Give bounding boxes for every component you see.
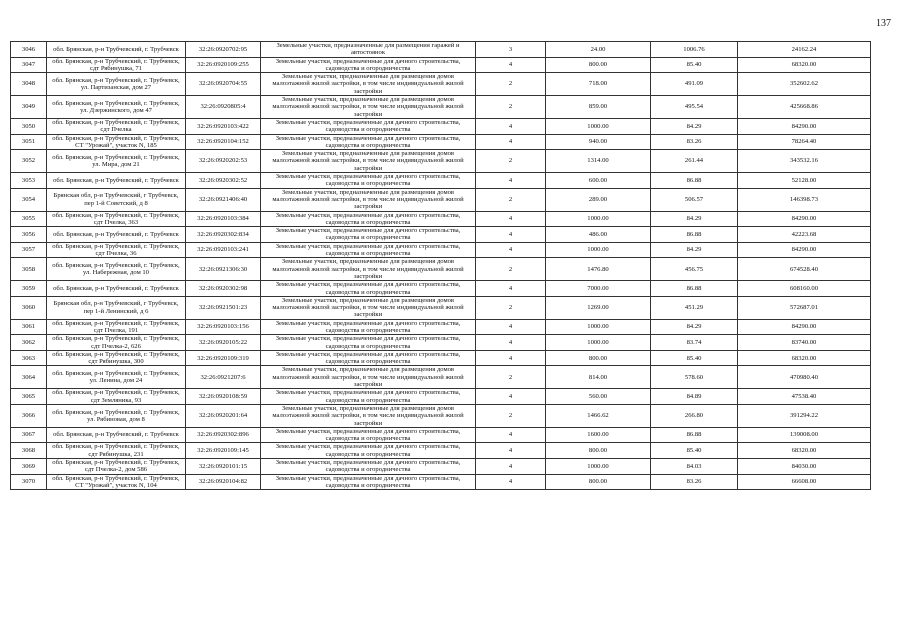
cadastral-value-cell: 42223.68	[738, 227, 871, 243]
cadastral-number-cell: 32:26:0920103:156	[186, 319, 261, 335]
cadastral-value-cell: 52128.00	[738, 173, 871, 189]
land-use-cell: Земельные участки, предназначенные для дачного строительства, садоводства и огородничества	[261, 335, 476, 351]
cadastral-value-cell: 608160.00	[738, 281, 871, 297]
area-cell: 600.00	[546, 173, 651, 189]
address-cell: Брянская обл, р-н Трубчевский, г Трубчевск, пер 1-й Советский, д 8	[47, 188, 186, 211]
row-number: 3061	[11, 319, 47, 335]
group-cell: 4	[476, 443, 546, 459]
group-cell: 4	[476, 474, 546, 490]
table-row	[11, 319, 871, 335]
specific-value-cell: 261.44	[651, 150, 738, 173]
area-cell: 1000.00	[546, 242, 651, 258]
address-cell: обл. Брянская, р-н Трубчевский, г. Трубчевск	[47, 173, 186, 189]
group-cell: 4	[476, 242, 546, 258]
address-cell: обл. Брянская, р-н Трубчевский, г. Трубчевск, сдт Рябинушка, 300	[47, 350, 186, 366]
cadastral-number-cell: 32:26:0920103:384	[186, 211, 261, 227]
cadastral-value-cell: 343532.16	[738, 150, 871, 173]
cadastral-number-cell: 32:26:0920805:4	[186, 96, 261, 119]
specific-value-cell: 86.88	[651, 427, 738, 443]
row-number: 3069	[11, 459, 47, 475]
group-cell: 4	[476, 281, 546, 297]
row-number: 3060	[11, 296, 47, 319]
row-number: 3056	[11, 227, 47, 243]
land-use-cell: Земельные участки, предназначенные для дачного строительства, садоводства и огородничества	[261, 173, 476, 189]
table-row	[11, 350, 871, 366]
specific-value-cell: 578.60	[651, 366, 738, 389]
cadastral-number-cell: 32:26:0920702:95	[186, 42, 261, 58]
row-number: 3065	[11, 389, 47, 405]
row-number: 3055	[11, 211, 47, 227]
group-cell: 4	[476, 427, 546, 443]
page-number: 137	[876, 18, 891, 29]
land-use-cell: Земельные участки, предназначенные для размещения домов малоэтажной жилой застройки, в том числе индивидуальной жилой застройки	[261, 296, 476, 319]
area-cell: 800.00	[546, 350, 651, 366]
address-cell: обл. Брянская, р-н Трубчевский, г. Трубчевск	[47, 281, 186, 297]
land-use-cell: Земельные участки, предназначенные для дачного строительства, садоводства и огородничества	[261, 389, 476, 405]
address-cell: обл. Брянская, р-н Трубчевский, г. Трубчевск, ул. Мира, дом 21	[47, 150, 186, 173]
land-use-cell: Земельные участки, предназначенные для дачного строительства, садоводства и огородничества	[261, 319, 476, 335]
address-cell: обл. Брянская, р-н Трубчевский, г. Трубчевск, сдт Рябинушка, 71	[47, 57, 186, 73]
cadastral-value-cell: 139008.00	[738, 427, 871, 443]
row-number: 3067	[11, 427, 47, 443]
group-cell: 4	[476, 459, 546, 475]
specific-value-cell: 84.29	[651, 118, 738, 134]
cadastral-number-cell: 32:26:0920109:319	[186, 350, 261, 366]
cadastral-value-cell: 68320.00	[738, 350, 871, 366]
table-row	[11, 42, 871, 58]
area-cell: 1000.00	[546, 118, 651, 134]
table-row	[11, 427, 871, 443]
specific-value-cell: 84.29	[651, 211, 738, 227]
row-number: 3052	[11, 150, 47, 173]
cadastral-value-cell: 68320.00	[738, 57, 871, 73]
area-cell: 718.00	[546, 73, 651, 96]
table-row	[11, 474, 871, 490]
group-cell: 4	[476, 227, 546, 243]
row-number: 3066	[11, 404, 47, 427]
specific-value-cell: 85.40	[651, 57, 738, 73]
cadastral-number-cell: 32:26:0920103:422	[186, 118, 261, 134]
row-number: 3058	[11, 258, 47, 281]
table-body	[11, 42, 871, 490]
area-cell: 1000.00	[546, 211, 651, 227]
area-cell: 1466.62	[546, 404, 651, 427]
row-number: 3046	[11, 42, 47, 58]
address-cell: обл. Брянская, р-н Трубчевский, г. Трубчевск, сдт Пчелка, 191	[47, 319, 186, 335]
area-cell: 289.00	[546, 188, 651, 211]
address-cell: обл. Брянская, р-н Трубчевский, г. Трубчевск, сдт Пчелка-2, дом 586	[47, 459, 186, 475]
table-row	[11, 335, 871, 351]
cadastral-number-cell: 32:26:0920105:22	[186, 335, 261, 351]
address-cell: обл. Брянская, р-н Трубчевский, г. Трубчевск, СТ "Урожай", участок N, 185	[47, 134, 186, 150]
cadastral-value-cell: 352602.62	[738, 73, 871, 96]
land-use-cell: Земельные участки, предназначенные для дачного строительства, садоводства и огородничества	[261, 281, 476, 297]
specific-value-cell: 84.29	[651, 319, 738, 335]
specific-value-cell: 84.89	[651, 389, 738, 405]
area-cell: 486.00	[546, 227, 651, 243]
land-use-cell: Земельные участки, предназначенные для дачного строительства, садоводства и огородничества	[261, 227, 476, 243]
cadastral-value-cell: 84290.00	[738, 211, 871, 227]
area-cell: 814.00	[546, 366, 651, 389]
specific-value-cell: 83.26	[651, 134, 738, 150]
group-cell: 4	[476, 118, 546, 134]
specific-value-cell: 491.09	[651, 73, 738, 96]
table-row	[11, 211, 871, 227]
land-use-cell: Земельные участки, предназначенные для дачного строительства, садоводства и огородничества	[261, 211, 476, 227]
specific-value-cell: 495.54	[651, 96, 738, 119]
land-use-cell: Земельные участки, предназначенные для дачного строительства, садоводства и огородничества	[261, 459, 476, 475]
group-cell: 4	[476, 57, 546, 73]
table-row	[11, 296, 871, 319]
land-use-cell: Земельные участки, предназначенные для дачного строительства, садоводства и огородничества	[261, 474, 476, 490]
address-cell: обл. Брянская, р-н Трубчевский, г. Трубчевск	[47, 427, 186, 443]
row-number: 3051	[11, 134, 47, 150]
specific-value-cell: 86.88	[651, 281, 738, 297]
table-row	[11, 118, 871, 134]
cadastral-value-cell: 84290.00	[738, 319, 871, 335]
cadastral-value-cell: 84290.00	[738, 118, 871, 134]
area-cell: 1600.00	[546, 427, 651, 443]
table-row	[11, 57, 871, 73]
table-row	[11, 242, 871, 258]
area-cell: 1000.00	[546, 319, 651, 335]
specific-value-cell: 83.74	[651, 335, 738, 351]
address-cell: обл. Брянская, р-н Трубчевский, г. Трубчевск, ул. Партизанская, дом 27	[47, 73, 186, 96]
area-cell: 7000.00	[546, 281, 651, 297]
cadastral-number-cell: 32:26:0921207:6	[186, 366, 261, 389]
cadastral-value-cell: 68320.00	[738, 443, 871, 459]
group-cell: 4	[476, 173, 546, 189]
table-row	[11, 281, 871, 297]
land-use-cell: Земельные участки, предназначенные для размещения домов малоэтажной жилой застройки, в том числе индивидуальной жилой застройки	[261, 96, 476, 119]
cadastral-value-cell: 83740.00	[738, 335, 871, 351]
address-cell: обл. Брянская, р-н Трубчевский, г. Трубчевск, сдт Пчелка, 363	[47, 211, 186, 227]
table-row	[11, 258, 871, 281]
table-row	[11, 188, 871, 211]
group-cell: 4	[476, 134, 546, 150]
area-cell: 940.00	[546, 134, 651, 150]
row-number: 3063	[11, 350, 47, 366]
cadastral-number-cell: 32:26:0920201:64	[186, 404, 261, 427]
table-row	[11, 389, 871, 405]
address-cell: обл. Брянская, р-н Трубчевский, г. Трубчевск	[47, 227, 186, 243]
area-cell: 1000.00	[546, 335, 651, 351]
cadastral-value-cell: 24162.24	[738, 42, 871, 58]
address-cell: обл. Брянская, р-н Трубчевский, г. Трубчевск, ул. Рябиновая, дом 8	[47, 404, 186, 427]
group-cell: 4	[476, 389, 546, 405]
group-cell: 2	[476, 258, 546, 281]
table-row	[11, 227, 871, 243]
land-use-cell: Земельные участки, предназначенные для дачного строительства, садоводства и огородничества	[261, 118, 476, 134]
group-cell: 2	[476, 96, 546, 119]
group-cell: 2	[476, 366, 546, 389]
cadastral-value-cell: 470980.40	[738, 366, 871, 389]
group-cell: 2	[476, 296, 546, 319]
land-use-cell: Земельные участки, предназначенные для дачного строительства, садоводства и огородничества	[261, 242, 476, 258]
group-cell: 2	[476, 150, 546, 173]
row-number: 3059	[11, 281, 47, 297]
row-number: 3047	[11, 57, 47, 73]
land-use-cell: Земельные участки, предназначенные для размещения домов малоэтажной жилой застройки, в том числе индивидуальной жилой застройки	[261, 258, 476, 281]
cadastral-value-cell: 572687.01	[738, 296, 871, 319]
land-use-cell: Земельные участки, предназначенные для дачного строительства, садоводства и огородничества	[261, 57, 476, 73]
table-row	[11, 73, 871, 96]
cadastral-number-cell: 32:26:0920104:152	[186, 134, 261, 150]
land-use-cell: Земельные участки, предназначенные для дачного строительства, садоводства и огородничества	[261, 134, 476, 150]
table-row	[11, 150, 871, 173]
cadastral-number-cell: 32:26:0920108:59	[186, 389, 261, 405]
area-cell: 800.00	[546, 474, 651, 490]
table-row	[11, 134, 871, 150]
cadastral-number-cell: 32:26:0921501:23	[186, 296, 261, 319]
row-number: 3053	[11, 173, 47, 189]
address-cell: обл. Брянская, р-н Трубчевский, г. Трубчевск, ул. Дзержинского, дом 47	[47, 96, 186, 119]
row-number: 3062	[11, 335, 47, 351]
area-cell: 24.00	[546, 42, 651, 58]
specific-value-cell: 83.26	[651, 474, 738, 490]
table-row	[11, 173, 871, 189]
cadastral-value-cell: 425668.86	[738, 96, 871, 119]
row-number: 3057	[11, 242, 47, 258]
table-row	[11, 443, 871, 459]
area-cell: 800.00	[546, 57, 651, 73]
specific-value-cell: 451.29	[651, 296, 738, 319]
group-cell: 4	[476, 335, 546, 351]
area-cell: 1476.80	[546, 258, 651, 281]
cadastral-number-cell: 32:26:0920302:52	[186, 173, 261, 189]
address-cell: обл. Брянская, р-н Трубчевский, г. Трубчевск, сдт Пчелка, 36	[47, 242, 186, 258]
cadastral-number-cell: 32:26:0920101:15	[186, 459, 261, 475]
specific-value-cell: 506.57	[651, 188, 738, 211]
specific-value-cell: 84.03	[651, 459, 738, 475]
area-cell: 800.00	[546, 443, 651, 459]
cadastral-number-cell: 32:26:0920104:82	[186, 474, 261, 490]
row-number: 3050	[11, 118, 47, 134]
land-use-cell: Земельные участки, предназначенные для дачного строительства, садоводства и огородничества	[261, 427, 476, 443]
cadastral-number-cell: 32:26:0920202:53	[186, 150, 261, 173]
land-use-cell: Земельные участки, предназначенные для размещения домов малоэтажной жилой застройки, в том числе индивидуальной жилой застройки	[261, 404, 476, 427]
land-use-cell: Земельные участки, предназначенные для размещения домов малоэтажной жилой застройки, в том числе индивидуальной жилой застройки	[261, 188, 476, 211]
area-cell: 859.00	[546, 96, 651, 119]
area-cell: 1000.00	[546, 459, 651, 475]
address-cell: обл. Брянская, р-н Трубчевский, г. Трубчевск, ул. Набережная, дом 10	[47, 258, 186, 281]
table-row	[11, 459, 871, 475]
area-cell: 1314.00	[546, 150, 651, 173]
address-cell: обл. Брянская, р-н Трубчевский, г. Трубчевск, ул. Ленина, дом 24	[47, 366, 186, 389]
group-cell: 2	[476, 188, 546, 211]
row-number: 3048	[11, 73, 47, 96]
group-cell: 4	[476, 350, 546, 366]
address-cell: обл. Брянская, р-н Трубчевский, г. Трубчевск, сдт Пчелка	[47, 118, 186, 134]
cadastral-number-cell: 32:26:0920109:255	[186, 57, 261, 73]
cadastral-value-cell: 146398.73	[738, 188, 871, 211]
land-plots-table	[10, 41, 871, 490]
area-cell: 560.00	[546, 389, 651, 405]
group-cell: 4	[476, 211, 546, 227]
table-row	[11, 404, 871, 427]
cadastral-number-cell: 32:26:0921406:40	[186, 188, 261, 211]
land-use-cell: Земельные участки, предназначенные для размещения гаражей и автостоянок	[261, 42, 476, 58]
address-cell: обл. Брянская, р-н Трубчевский, г. Трубчевск, СТ "Урожай", участок N, 104	[47, 474, 186, 490]
area-cell: 1269.00	[546, 296, 651, 319]
cadastral-value-cell: 84030.00	[738, 459, 871, 475]
cadastral-number-cell: 32:26:0920302:896	[186, 427, 261, 443]
cadastral-value-cell: 674528.40	[738, 258, 871, 281]
specific-value-cell: 266.80	[651, 404, 738, 427]
land-use-cell: Земельные участки, предназначенные для размещения домов малоэтажной жилой застройки, в том числе индивидуальной жилой застройки	[261, 150, 476, 173]
group-cell: 2	[476, 73, 546, 96]
cadastral-number-cell: 32:26:0921306:30	[186, 258, 261, 281]
group-cell: 4	[476, 319, 546, 335]
row-number: 3068	[11, 443, 47, 459]
specific-value-cell: 1006.76	[651, 42, 738, 58]
row-number: 3064	[11, 366, 47, 389]
cadastral-number-cell: 32:26:0920302:98	[186, 281, 261, 297]
specific-value-cell: 86.88	[651, 227, 738, 243]
group-cell: 3	[476, 42, 546, 58]
address-cell: обл. Брянская, р-н Трубчевский, г. Трубчевск, сдт Пчелка-2, 626	[47, 335, 186, 351]
cadastral-number-cell: 32:26:0920302:834	[186, 227, 261, 243]
specific-value-cell: 84.29	[651, 242, 738, 258]
specific-value-cell: 85.40	[651, 350, 738, 366]
cadastral-value-cell: 84290.00	[738, 242, 871, 258]
cadastral-value-cell: 66608.00	[738, 474, 871, 490]
row-number: 3049	[11, 96, 47, 119]
row-number: 3070	[11, 474, 47, 490]
land-use-cell: Земельные участки, предназначенные для дачного строительства, садоводства и огородничества	[261, 350, 476, 366]
row-number: 3054	[11, 188, 47, 211]
cadastral-value-cell: 47538.40	[738, 389, 871, 405]
specific-value-cell: 86.88	[651, 173, 738, 189]
address-cell: обл. Брянская, р-н Трубчевский, г. Трубчевск	[47, 42, 186, 58]
land-use-cell: Земельные участки, предназначенные для дачного строительства, садоводства и огородничества	[261, 443, 476, 459]
address-cell: Брянская обл, р-н Трубчевский, г Трубчевск, пер 1-й Ленинский, д 6	[47, 296, 186, 319]
table-row	[11, 366, 871, 389]
cadastral-number-cell: 32:26:0920109:145	[186, 443, 261, 459]
land-use-cell: Земельные участки, предназначенные для размещения домов малоэтажной жилой застройки, в том числе индивидуальной жилой застройки	[261, 366, 476, 389]
specific-value-cell: 456.75	[651, 258, 738, 281]
cadastral-value-cell: 78264.40	[738, 134, 871, 150]
address-cell: обл. Брянская, р-н Трубчевский, г. Трубчевск, сдт Земляника, 93	[47, 389, 186, 405]
land-use-cell: Земельные участки, предназначенные для размещения домов малоэтажной жилой застройки, в том числе индивидуальной жилой застройки	[261, 73, 476, 96]
cadastral-number-cell: 32:26:0920704:55	[186, 73, 261, 96]
cadastral-value-cell: 391294.22	[738, 404, 871, 427]
address-cell: обл. Брянская, р-н Трубчевский, г. Трубчевск, сдт Рябинушка, 231	[47, 443, 186, 459]
cadastral-number-cell: 32:26:0920103:241	[186, 242, 261, 258]
table-row	[11, 96, 871, 119]
group-cell: 2	[476, 404, 546, 427]
specific-value-cell: 85.40	[651, 443, 738, 459]
